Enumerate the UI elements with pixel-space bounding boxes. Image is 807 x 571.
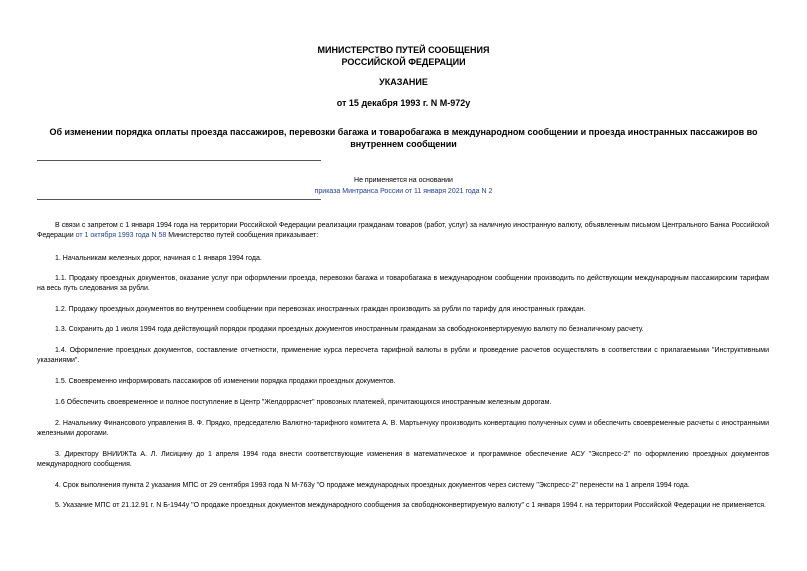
- paragraph-5: 5. Указание МПС от 21.12.91 г. N Б-1944у "О продаже проездных документов международного сообщения за свободноконвертируемую валюту" с 1 января 1994 г. на территории Российской Федерации не применяется.: [55, 502, 766, 509]
- ministry-line1: МИНИСТЕРСТВО ПУТЕЙ СООБЩЕНИЯ: [317, 45, 490, 55]
- paragraph-3: 3. Директору ВНИИЖТа А. Л. Лисицину до 1 апреля 1994 года внести соответствующие изменения в математическое и программное обеспечение АСУ "Экспресс-2" по оформлению проездных документов международного сообщения.: [37, 451, 769, 468]
- paragraph-intro: [37, 221, 769, 240]
- bank-letter-link[interactable]: от 1 октября 1993 года N 58: [75, 231, 167, 239]
- paragraph-2: 2. Начальнику Финансового управления В. Ф. Прядко, председателю Валютно-тарифного комитета А. В. Мартынчуку производить конвертацию полученных сумм и обеспечить своевременные расчеты с иностранными железными дорогами.: [37, 420, 769, 437]
- paragraph-4: 4. Срок выполнения пункта 2 указания МПС от 29 сентября 1993 года N М-763у "О продаже международных проездных документов через систему "Экспресс-2" перенести на 1 апреля 1994 года.: [55, 482, 690, 489]
- paragraph-1: 1. Начальникам железных дорог, начиная с 1 января 1994 года.: [55, 255, 262, 262]
- ministry-line2: РОССИЙСКОЙ ФЕДЕРАЦИИ: [341, 57, 466, 67]
- intro-text-b: Министерство путей сообщения приказывает:: [166, 231, 319, 239]
- intro-text-a: В связи с запретом с 1 января 1994 года на территории Российской Федерации реализации гражданам товаров (работ, услуг) за наличную иностранную валюту, объявленным письмом Центрального Банка Российской Федерации: [37, 222, 769, 239]
- notice-text: Не применяется на основании: [354, 177, 453, 184]
- divider-top: [37, 160, 321, 161]
- paragraph-1-1: 1.1. Продажу проездных документов, оказание услуг при оформлении проезда, перевозки багажа и товаробагажа в международном сообщении производить по действующим международным пассажирским тарифам на весь путь следования за рубли.: [37, 275, 769, 292]
- document-title: Об изменении порядка оплаты проезда пассажиров, перевозки багажа и товаробагажа в международном сообщении и проезда иностранных пассажиров во внутреннем сообщении: [49, 127, 758, 149]
- document-type: УКАЗАНИЕ: [379, 77, 428, 87]
- paragraph-1-6: 1.6 Обеспечить своевременное и полное поступление в Центр "Желдоррасчет" провозных платежей, причитающихся иностранным железным дорогам.: [55, 399, 552, 406]
- paragraph-1-3: 1.3. Сохранить до 1 июля 1994 года действующий порядок продажи проездных документов иностранным гражданам за свободноконвертируемую валюту по безналичному расчету.: [55, 326, 644, 333]
- paragraph-1-4: 1.4. Оформление проездных документов, составление отчетности, применение курса пересчета тарифной валюты в рубли и проведение расчетов осуществлять в соответствии с прилагаемыми "Инструктивными указаниями".: [37, 347, 769, 364]
- paragraph-1-5: 1.5. Своевременно информировать пассажиров об изменении порядка продажи проездных документов.: [55, 378, 396, 385]
- divider-bottom: [37, 199, 321, 200]
- notice-link[interactable]: приказа Минтранса России от 11 января 2021 года N 2: [314, 188, 493, 195]
- document-date: от 15 декабря 1993 г. N М-972у: [336, 98, 471, 108]
- paragraph-1-2: 1.2. Продажу проездных документов во внутреннем сообщении при перевозках иностранных граждан производить за рубли по тарифу для иностранных граждан.: [55, 306, 586, 313]
